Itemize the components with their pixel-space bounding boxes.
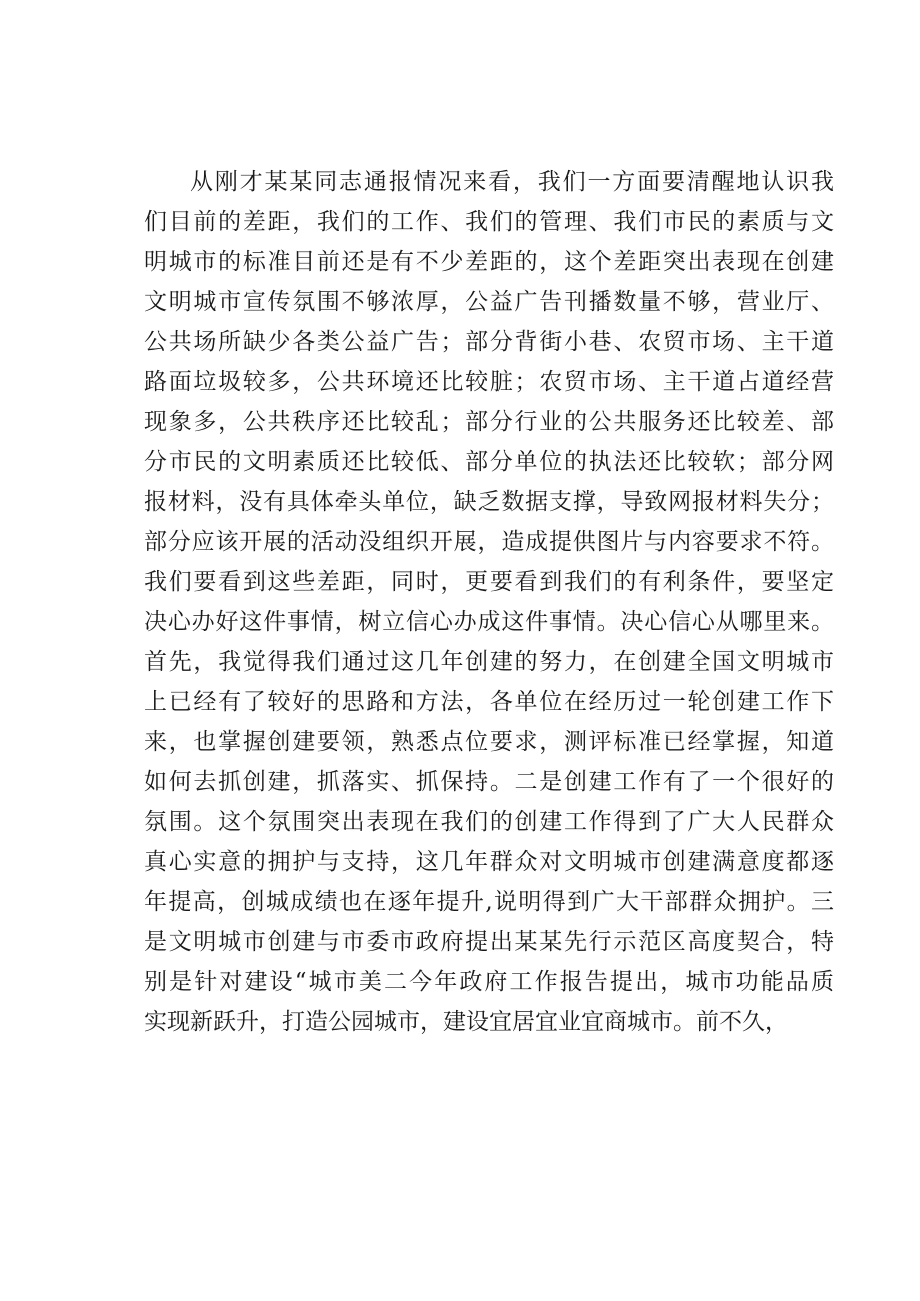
text-line: 报材料，没有具体牵头单位，缺乏数据支撑，导致网报材料失分；	[144, 489, 834, 515]
text-line: 如何去抓创建，抓落实、抓保持。二是创建工作有了一个很好的	[144, 769, 834, 795]
text-line: 现象多，公共秩序还比较乱；部分行业的公共服务还比较差、部	[144, 409, 834, 435]
text-line: 从刚才某某同志通报情况来看，我们一方面要清醒地认识我	[190, 169, 834, 195]
text-line: 们目前的差距，我们的工作、我们的管理、我们市民的素质与文	[144, 209, 834, 235]
text-line: 上已经有了较好的思路和方法，各单位在经历过一轮创建工作下	[144, 689, 834, 715]
text-line: 公共场所缺少各类公益广告；部分背街小巷、农贸市场、主干道	[144, 329, 834, 355]
text-line: 别是针对建设“城市美二今年政府工作报告提出，城市功能品质	[144, 969, 834, 995]
text-line: 明城市的标准目前还是有不少差距的，这个差距突出表现在创建	[144, 249, 834, 275]
text-line: 实现新跃升，打造公园城市，建设宜居宜业宜商城市。前不久，	[144, 1009, 788, 1035]
text-line: 真心实意的拥护与支持，这几年群众对文明城市创建满意度都逐	[144, 849, 834, 875]
text-line: 年提高，创城成绩也在逐年提升,说明得到广大干部群众拥护。三	[144, 889, 834, 915]
text-line: 来，也掌握创建要领，熟悉点位要求，测评标准已经掌握，知道	[144, 729, 834, 755]
text-line: 决心办好这件事情，树立信心办成这件事情。决心信心从哪里来。	[144, 609, 834, 635]
text-line: 首先，我觉得我们通过这几年创建的努力，在创建全国文明城市	[144, 649, 834, 675]
text-line: 路面垃圾较多，公共环境还比较脏；农贸市场、主干道占道经营	[144, 369, 834, 395]
text-line: 部分应该开展的活动没组织开展，造成提供图片与内容要求不符。	[144, 529, 834, 555]
text-line: 分市民的文明素质还比较低、部分单位的执法还比较软；部分网	[144, 449, 834, 475]
body-paragraph	[144, 162, 834, 1042]
text-line: 氛围。这个氛围突出表现在我们的创建工作得到了广大人民群众	[144, 809, 834, 835]
text-line: 文明城市宣传氛围不够浓厚，公益广告刊播数量不够，营业厅、	[144, 289, 834, 315]
text-line: 我们要看到这些差距，同时，更要看到我们的有利条件，要坚定	[144, 569, 834, 595]
text-line: 是文明城市创建与市委市政府提出某某先行示范区高度契合，特	[144, 929, 834, 955]
